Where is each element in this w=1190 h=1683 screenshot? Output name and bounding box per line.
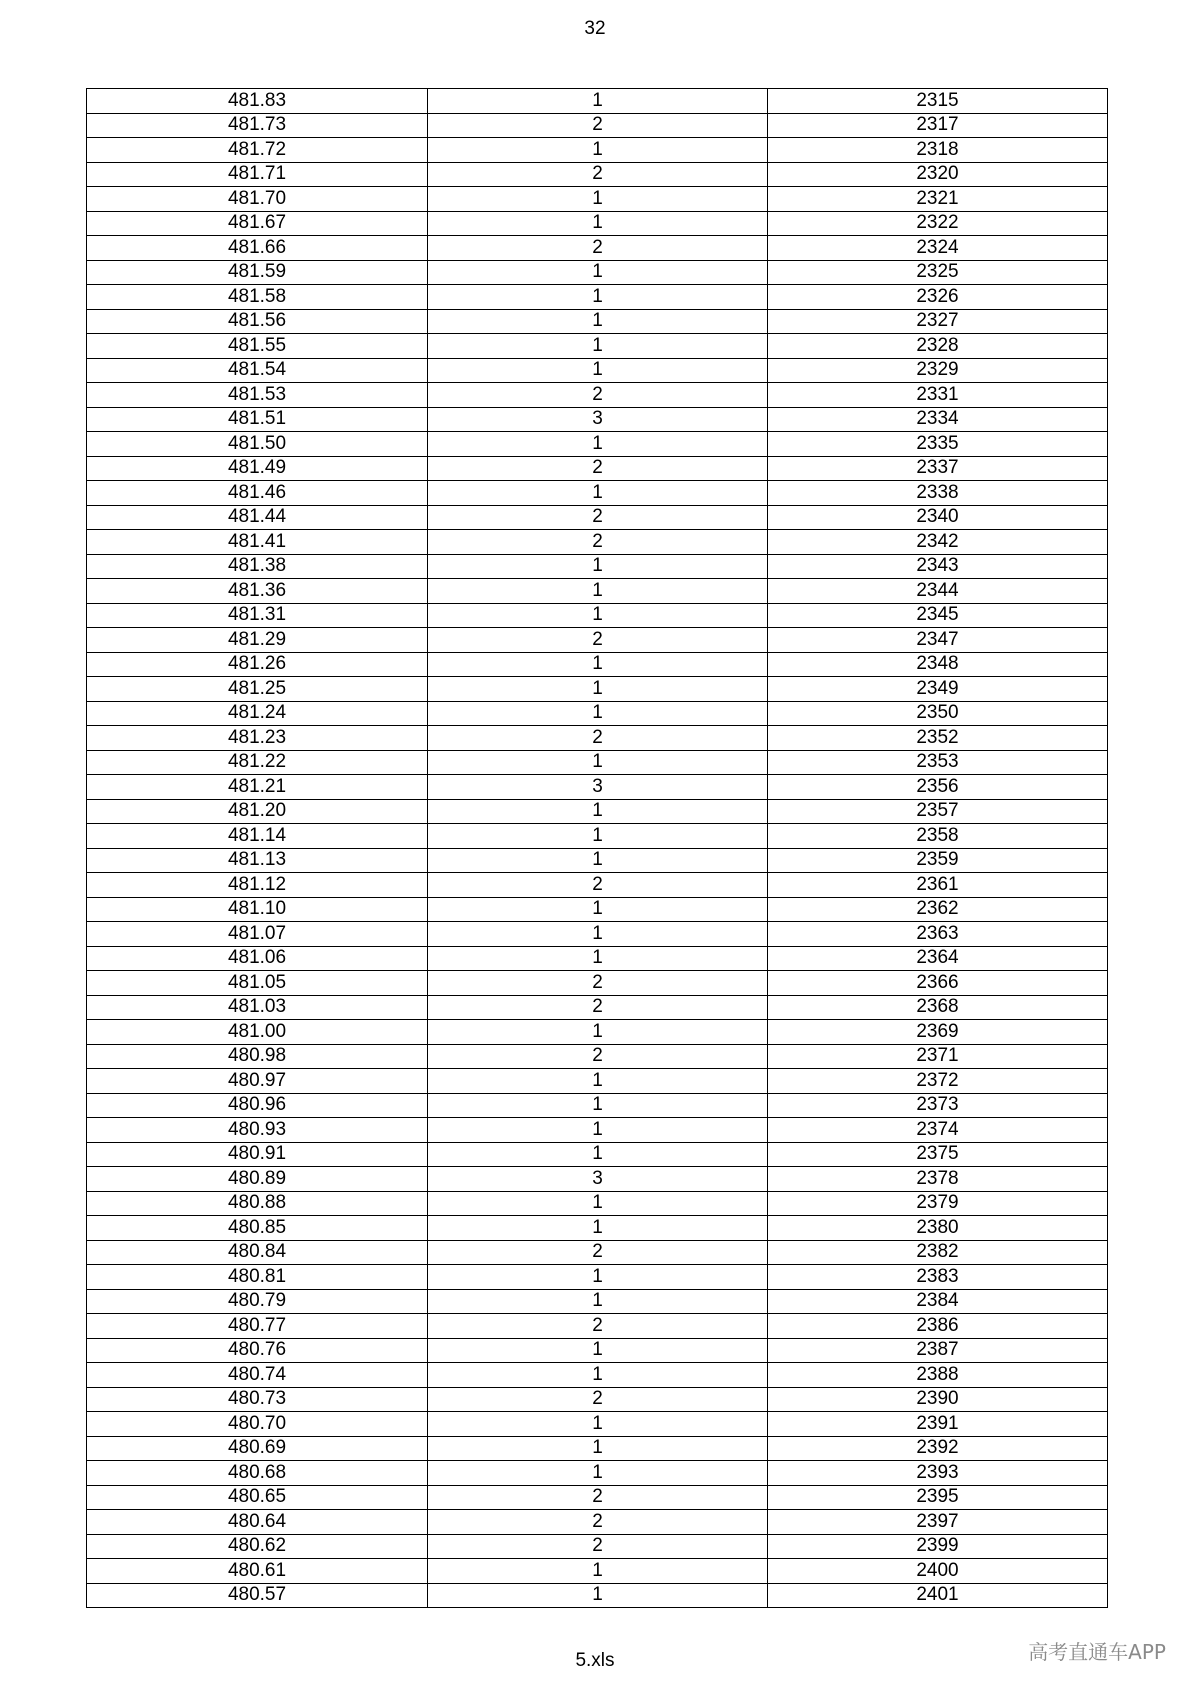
count-cell: 2 <box>428 530 768 555</box>
cumulative-cell: 2357 <box>767 799 1107 824</box>
score-cell: 481.67 <box>87 211 428 236</box>
cumulative-cell: 2350 <box>767 701 1107 726</box>
cumulative-cell: 2366 <box>767 971 1107 996</box>
table-row <box>87 995 1108 1020</box>
table-body <box>87 89 1108 1608</box>
score-cell: 481.83 <box>87 89 428 114</box>
table-row <box>87 285 1108 310</box>
score-cell: 481.31 <box>87 603 428 628</box>
cumulative-cell: 2373 <box>767 1093 1107 1118</box>
score-cell: 481.24 <box>87 701 428 726</box>
score-cell: 481.71 <box>87 162 428 187</box>
count-cell: 1 <box>428 897 768 922</box>
score-cell: 481.00 <box>87 1020 428 1045</box>
score-cell: 480.62 <box>87 1534 428 1559</box>
cumulative-cell: 2399 <box>767 1534 1107 1559</box>
cumulative-cell: 2359 <box>767 848 1107 873</box>
table-row <box>87 750 1108 775</box>
score-cell: 480.81 <box>87 1265 428 1290</box>
table-row <box>87 1436 1108 1461</box>
count-cell: 2 <box>428 1240 768 1265</box>
score-cell: 480.97 <box>87 1069 428 1094</box>
table-row <box>87 873 1108 898</box>
score-cell: 480.79 <box>87 1289 428 1314</box>
count-cell: 1 <box>428 677 768 702</box>
table-row <box>87 187 1108 212</box>
score-cell: 480.85 <box>87 1216 428 1241</box>
cumulative-cell: 2392 <box>767 1436 1107 1461</box>
score-cell: 480.69 <box>87 1436 428 1461</box>
score-cell: 481.13 <box>87 848 428 873</box>
score-cell: 481.07 <box>87 922 428 947</box>
count-cell: 2 <box>428 162 768 187</box>
count-cell: 2 <box>428 971 768 996</box>
table-row <box>87 799 1108 824</box>
cumulative-cell: 2318 <box>767 138 1107 163</box>
score-cell: 481.51 <box>87 407 428 432</box>
score-cell: 480.98 <box>87 1044 428 1069</box>
score-cell: 481.03 <box>87 995 428 1020</box>
cumulative-cell: 2345 <box>767 603 1107 628</box>
cumulative-cell: 2334 <box>767 407 1107 432</box>
score-cell: 481.49 <box>87 456 428 481</box>
score-cell: 480.73 <box>87 1387 428 1412</box>
table-row <box>87 971 1108 996</box>
count-cell: 2 <box>428 505 768 530</box>
cumulative-cell: 2342 <box>767 530 1107 555</box>
score-cell: 481.21 <box>87 775 428 800</box>
score-cell: 481.06 <box>87 946 428 971</box>
score-cell: 480.93 <box>87 1118 428 1143</box>
cumulative-cell: 2387 <box>767 1338 1107 1363</box>
count-cell: 1 <box>428 1093 768 1118</box>
table-row <box>87 89 1108 114</box>
score-cell: 480.74 <box>87 1363 428 1388</box>
table-row <box>87 407 1108 432</box>
table-row <box>87 1338 1108 1363</box>
cumulative-cell: 2374 <box>767 1118 1107 1143</box>
table-row <box>87 1583 1108 1608</box>
cumulative-cell: 2331 <box>767 383 1107 408</box>
score-cell: 481.44 <box>87 505 428 530</box>
table-row <box>87 1387 1108 1412</box>
count-cell: 1 <box>428 1559 768 1584</box>
table-row <box>87 432 1108 457</box>
count-cell: 1 <box>428 1118 768 1143</box>
cumulative-cell: 2353 <box>767 750 1107 775</box>
table-row <box>87 1093 1108 1118</box>
count-cell: 1 <box>428 1020 768 1045</box>
table-row <box>87 1118 1108 1143</box>
count-cell: 1 <box>428 1363 768 1388</box>
table-row <box>87 530 1108 555</box>
cumulative-cell: 2372 <box>767 1069 1107 1094</box>
cumulative-cell: 2384 <box>767 1289 1107 1314</box>
score-cell: 480.64 <box>87 1510 428 1535</box>
count-cell: 2 <box>428 1534 768 1559</box>
score-cell: 480.91 <box>87 1142 428 1167</box>
score-cell: 481.14 <box>87 824 428 849</box>
score-cell: 481.70 <box>87 187 428 212</box>
table-row <box>87 1314 1108 1339</box>
count-cell: 1 <box>428 334 768 359</box>
table-row <box>87 113 1108 138</box>
count-cell: 1 <box>428 1338 768 1363</box>
table-row <box>87 211 1108 236</box>
cumulative-cell: 2368 <box>767 995 1107 1020</box>
cumulative-cell: 2347 <box>767 628 1107 653</box>
count-cell: 1 <box>428 1583 768 1608</box>
count-cell: 1 <box>428 1191 768 1216</box>
score-cell: 481.56 <box>87 309 428 334</box>
table-row <box>87 456 1108 481</box>
table-row <box>87 1461 1108 1486</box>
score-cell: 481.73 <box>87 113 428 138</box>
count-cell: 2 <box>428 383 768 408</box>
table-row <box>87 946 1108 971</box>
cumulative-cell: 2361 <box>767 873 1107 898</box>
cumulative-cell: 2352 <box>767 726 1107 751</box>
count-cell: 1 <box>428 1216 768 1241</box>
cumulative-cell: 2362 <box>767 897 1107 922</box>
cumulative-cell: 2317 <box>767 113 1107 138</box>
score-cell: 481.26 <box>87 652 428 677</box>
table-row <box>87 897 1108 922</box>
cumulative-cell: 2380 <box>767 1216 1107 1241</box>
table-row <box>87 1289 1108 1314</box>
count-cell: 1 <box>428 1412 768 1437</box>
count-cell: 1 <box>428 554 768 579</box>
table-row <box>87 236 1108 261</box>
table-row <box>87 922 1108 947</box>
page-number: 32 <box>584 18 606 39</box>
cumulative-cell: 2378 <box>767 1167 1107 1192</box>
cumulative-cell: 2356 <box>767 775 1107 800</box>
table-row <box>87 1191 1108 1216</box>
watermark-text: 高考直通车APP <box>1028 1640 1166 1664</box>
score-cell: 481.36 <box>87 579 428 604</box>
count-cell: 1 <box>428 1069 768 1094</box>
score-cell: 481.41 <box>87 530 428 555</box>
score-cell: 481.59 <box>87 260 428 285</box>
cumulative-cell: 2328 <box>767 334 1107 359</box>
cumulative-cell: 2386 <box>767 1314 1107 1339</box>
count-cell: 1 <box>428 848 768 873</box>
count-cell: 1 <box>428 309 768 334</box>
count-cell: 2 <box>428 1387 768 1412</box>
score-cell: 480.65 <box>87 1485 428 1510</box>
table-row <box>87 1412 1108 1437</box>
footer-filename: 5.xls <box>575 1650 615 1671</box>
count-cell: 1 <box>428 701 768 726</box>
cumulative-cell: 2320 <box>767 162 1107 187</box>
count-cell: 1 <box>428 285 768 310</box>
score-cell: 480.84 <box>87 1240 428 1265</box>
table-row <box>87 677 1108 702</box>
cumulative-cell: 2383 <box>767 1265 1107 1290</box>
table-row <box>87 1216 1108 1241</box>
count-cell: 2 <box>428 1510 768 1535</box>
cumulative-cell: 2375 <box>767 1142 1107 1167</box>
score-cell: 481.54 <box>87 358 428 383</box>
table-row <box>87 1142 1108 1167</box>
score-cell: 481.22 <box>87 750 428 775</box>
cumulative-cell: 2397 <box>767 1510 1107 1535</box>
cumulative-cell: 2326 <box>767 285 1107 310</box>
cumulative-cell: 2371 <box>767 1044 1107 1069</box>
count-cell: 1 <box>428 358 768 383</box>
count-cell: 2 <box>428 726 768 751</box>
cumulative-cell: 2321 <box>767 187 1107 212</box>
score-cell: 480.68 <box>87 1461 428 1486</box>
score-cell: 481.12 <box>87 873 428 898</box>
count-cell: 1 <box>428 824 768 849</box>
cumulative-cell: 2337 <box>767 456 1107 481</box>
cumulative-cell: 2382 <box>767 1240 1107 1265</box>
score-cell: 481.46 <box>87 481 428 506</box>
cumulative-cell: 2338 <box>767 481 1107 506</box>
table-row <box>87 505 1108 530</box>
cumulative-cell: 2379 <box>767 1191 1107 1216</box>
cumulative-cell: 2327 <box>767 309 1107 334</box>
table-row <box>87 1363 1108 1388</box>
score-cell: 480.96 <box>87 1093 428 1118</box>
score-cell: 481.50 <box>87 432 428 457</box>
count-cell: 1 <box>428 211 768 236</box>
count-cell: 1 <box>428 1142 768 1167</box>
cumulative-cell: 2329 <box>767 358 1107 383</box>
count-cell: 3 <box>428 1167 768 1192</box>
count-cell: 2 <box>428 1485 768 1510</box>
table-row <box>87 701 1108 726</box>
count-cell: 1 <box>428 432 768 457</box>
count-cell: 2 <box>428 995 768 1020</box>
cumulative-cell: 2395 <box>767 1485 1107 1510</box>
table-row <box>87 334 1108 359</box>
table-row <box>87 579 1108 604</box>
table-row <box>87 1167 1108 1192</box>
score-cell: 481.05 <box>87 971 428 996</box>
table-row <box>87 1020 1108 1045</box>
score-cell: 480.77 <box>87 1314 428 1339</box>
cumulative-cell: 2322 <box>767 211 1107 236</box>
count-cell: 1 <box>428 750 768 775</box>
score-cell: 481.38 <box>87 554 428 579</box>
table-row <box>87 481 1108 506</box>
count-cell: 1 <box>428 946 768 971</box>
cumulative-cell: 2390 <box>767 1387 1107 1412</box>
count-cell: 2 <box>428 873 768 898</box>
count-cell: 2 <box>428 628 768 653</box>
table-row <box>87 628 1108 653</box>
table-row <box>87 848 1108 873</box>
table-row <box>87 138 1108 163</box>
count-cell: 1 <box>428 1461 768 1486</box>
count-cell: 1 <box>428 799 768 824</box>
count-cell: 2 <box>428 236 768 261</box>
table-row <box>87 775 1108 800</box>
score-cell: 481.25 <box>87 677 428 702</box>
table-row <box>87 1485 1108 1510</box>
table-row <box>87 603 1108 628</box>
table-row <box>87 358 1108 383</box>
count-cell: 1 <box>428 89 768 114</box>
table-row <box>87 1240 1108 1265</box>
score-cell: 481.66 <box>87 236 428 261</box>
table-row <box>87 824 1108 849</box>
count-cell: 2 <box>428 113 768 138</box>
score-cell: 481.10 <box>87 897 428 922</box>
cumulative-cell: 2344 <box>767 579 1107 604</box>
cumulative-cell: 2391 <box>767 1412 1107 1437</box>
cumulative-cell: 2343 <box>767 554 1107 579</box>
table-row <box>87 652 1108 677</box>
table-row <box>87 1510 1108 1535</box>
score-cell: 480.61 <box>87 1559 428 1584</box>
score-cell: 481.55 <box>87 334 428 359</box>
table-row <box>87 1265 1108 1290</box>
table-row <box>87 1069 1108 1094</box>
score-cell: 480.70 <box>87 1412 428 1437</box>
count-cell: 1 <box>428 1289 768 1314</box>
table-row <box>87 554 1108 579</box>
score-cell: 480.89 <box>87 1167 428 1192</box>
count-cell: 1 <box>428 260 768 285</box>
score-cell: 481.29 <box>87 628 428 653</box>
count-cell: 3 <box>428 775 768 800</box>
cumulative-cell: 2340 <box>767 505 1107 530</box>
table-row <box>87 162 1108 187</box>
score-cell: 481.20 <box>87 799 428 824</box>
cumulative-cell: 2401 <box>767 1583 1107 1608</box>
count-cell: 1 <box>428 579 768 604</box>
table-row <box>87 1534 1108 1559</box>
cumulative-cell: 2335 <box>767 432 1107 457</box>
score-table <box>86 88 1108 1608</box>
count-cell: 3 <box>428 407 768 432</box>
count-cell: 1 <box>428 652 768 677</box>
count-cell: 2 <box>428 1044 768 1069</box>
count-cell: 1 <box>428 481 768 506</box>
score-cell: 480.57 <box>87 1583 428 1608</box>
cumulative-cell: 2393 <box>767 1461 1107 1486</box>
score-cell: 481.58 <box>87 285 428 310</box>
count-cell: 1 <box>428 922 768 947</box>
cumulative-cell: 2324 <box>767 236 1107 261</box>
count-cell: 1 <box>428 1265 768 1290</box>
count-cell: 1 <box>428 603 768 628</box>
cumulative-cell: 2363 <box>767 922 1107 947</box>
score-cell: 481.23 <box>87 726 428 751</box>
cumulative-cell: 2364 <box>767 946 1107 971</box>
count-cell: 2 <box>428 456 768 481</box>
table-row <box>87 1559 1108 1584</box>
count-cell: 2 <box>428 1314 768 1339</box>
table-row <box>87 383 1108 408</box>
count-cell: 1 <box>428 138 768 163</box>
score-cell: 480.76 <box>87 1338 428 1363</box>
count-cell: 1 <box>428 1436 768 1461</box>
score-cell: 481.53 <box>87 383 428 408</box>
score-cell: 481.72 <box>87 138 428 163</box>
cumulative-cell: 2325 <box>767 260 1107 285</box>
table-row <box>87 309 1108 334</box>
cumulative-cell: 2349 <box>767 677 1107 702</box>
count-cell: 1 <box>428 187 768 212</box>
cumulative-cell: 2358 <box>767 824 1107 849</box>
score-cell: 480.88 <box>87 1191 428 1216</box>
cumulative-cell: 2400 <box>767 1559 1107 1584</box>
cumulative-cell: 2369 <box>767 1020 1107 1045</box>
table-row <box>87 260 1108 285</box>
cumulative-cell: 2315 <box>767 89 1107 114</box>
table-row <box>87 1044 1108 1069</box>
cumulative-cell: 2348 <box>767 652 1107 677</box>
cumulative-cell: 2388 <box>767 1363 1107 1388</box>
table-row <box>87 726 1108 751</box>
